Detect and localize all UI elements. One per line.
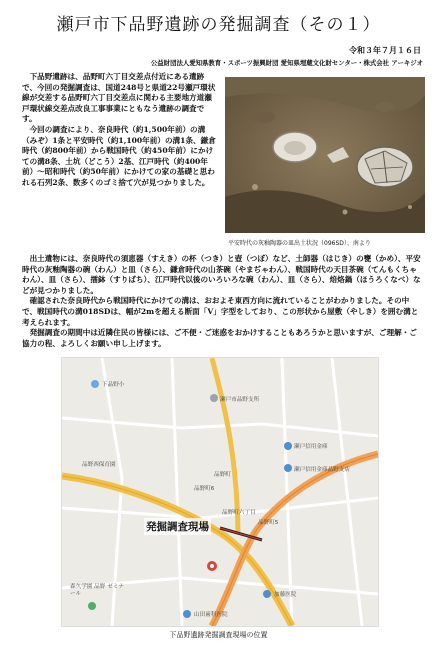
map-caption: 下品野遺跡発掘調査現場の位置	[169, 631, 268, 639]
map-label-bank-branch: 瀬戸信用金庫品野支店	[294, 467, 350, 473]
intro-paragraph: 今回の調査により、奈良時代（約1,500年前）の溝（みぞ）1条と平安時代（約1,100年前）の溝1条、鎌倉時代（約800年前）から戦国時代（約450年前）にかけての溝8条、土坑（どこう）2基、江戸時代（約400年前）～昭和時代（約50年前）にかけての家の基礎と思われる石列2条、数多くのゴミ捨て穴が見つかりました。	[22, 124, 216, 187]
map-label-cram-school: 森久学園 品野 ゼミナール	[70, 584, 124, 597]
organization-line: 公益財団法人愛知県教育・スポーツ振興財団 愛知県埋蔵文化財センター・株式会社 アーキジオ	[150, 59, 423, 67]
map-label-hinano6: 品野町6	[194, 486, 215, 492]
body-text	[22, 254, 422, 349]
map-label-nursery: 品野西保育園	[82, 462, 116, 468]
map-label-hospital: 加藤医院	[274, 592, 297, 598]
map-label-branch-office: 瀬戸市品野支所	[220, 397, 260, 403]
location-map	[61, 357, 379, 627]
excavation-photo-image	[225, 77, 425, 233]
page-title: 瀬戸市下品野遺跡の発掘調査（その１）	[56, 15, 381, 35]
photo-caption: 平安時代の灰釉陶器の皿出土状況（096SD）、南より	[228, 240, 371, 247]
map-label-school: 下品野小	[102, 382, 125, 388]
map-label-intersection: 品野町六丁目	[222, 510, 256, 516]
site-label: 発掘調査現場	[144, 518, 211, 535]
map-label-clinic: 山田歯科医院	[194, 612, 228, 618]
intro-paragraph: 下品野遺跡は、品野町六丁目交差点付近にある遺跡で、今回の発掘調査は、国道248号と県道22号瀬戸環状線が交差する品野町六丁目交差点に関わる主要地方道瀬戸環状線交差点改良工事事業にともなう遺跡の調査です。	[22, 72, 216, 124]
intro-text	[22, 72, 218, 189]
date-line: 令和３年７月１６日	[349, 45, 421, 55]
map-label-hinano5: 品野町5	[258, 520, 279, 526]
excavation-photo	[225, 77, 425, 233]
body-paragraph: 出土遺物には、奈良時代の須恵器（すえき）の杯（つき）と壺（つぼ）など、土師器（はじき）の甕（かめ）、平安時代の灰釉陶器の碗（わん）と皿（さら）、鎌倉時代の山茶碗（やまぢゃわん）、戦国時代の天目茶碗（てんもくちゃわん）、皿（さら）、擂鉢（すりばち）、江戸時代以後のいろいろな碗（わん）、皿（さら）、焙烙鍋（ほうろくなべ）などが見つかりました。	[22, 254, 421, 295]
map-label-bank: 瀬戸信用金庫	[294, 444, 328, 450]
body-paragraph: 確認された奈良時代から戦国時代にかけての溝は、おおよそ東西方向に流れていることがわかりました。その中で、戦国時代の溝018SDは、幅が2mを超える断面「V」字型をしており、この形状から屋敷（やしき）を囲む溝と考えられます。	[22, 296, 419, 327]
map-label-hinano-town: 品野町	[214, 472, 231, 478]
body-paragraph: 発掘調査の期間中は近隣住民の皆様には、ご不便・ご迷惑をおかけすることもあろうかと思いますが、ご理解・ご協力の程、よろしくお願い申し上げます。	[22, 328, 417, 348]
